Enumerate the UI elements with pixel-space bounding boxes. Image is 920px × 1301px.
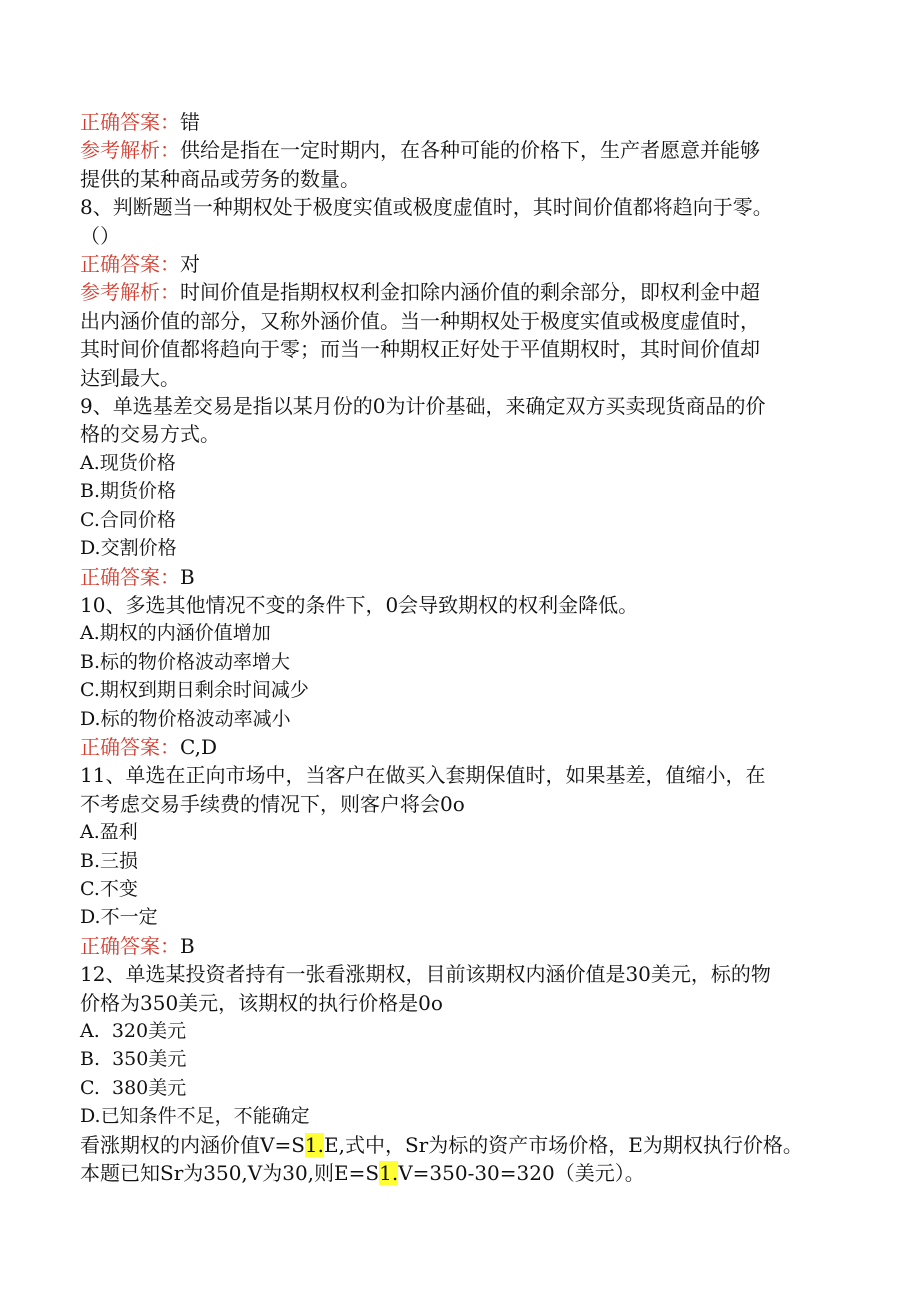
q10-stem: 10、多选其他情况不变的条件下，0会导致期权的权利金降低。 — [80, 592, 639, 617]
q12-explain-line-1 — [80, 1131, 840, 1159]
q7-analysis-line-1 — [80, 136, 840, 164]
q7-analysis-text-1: 供给是指在一定时期内，在各种可能的价格下，生产者愿意并能够 — [180, 138, 760, 163]
q11-option-c: C.不变 — [80, 877, 138, 900]
q12-stem-line-1: 12、单选某投资者持有一张看涨期权，目前该期权内涵价值是30美元，标的物 — [80, 962, 771, 987]
q12-option-c: C. 380美元 — [80, 1076, 187, 1099]
q8-answer-line — [80, 250, 840, 278]
q10-option-d: D.标的物价格波动率减小 — [80, 707, 291, 730]
q11-option-b: B.三损 — [80, 849, 139, 872]
q8-analysis-line-3: 其时间价值都将趋向于零；而当一种期权正好处于平值期权时，其时间价值却 — [80, 337, 760, 362]
q12-explain-2b: V=350-30=320（美元）。 — [398, 1161, 645, 1186]
q11-stem-line-1: 11、单选在正向市场中，当客户在做买入套期保值时，如果基差，值缩小，在 — [80, 763, 766, 788]
q8-analysis-line-4: 达到最大。 — [80, 365, 180, 390]
q8-stem-line-1: 8、判断题当一种期权处于极度实值或极度虚值时，其时间价值都将趋向于零。 — [80, 195, 773, 220]
q9-answer: B — [180, 564, 195, 589]
q10-option-c: C.期权到期日剩余时间减少 — [80, 679, 309, 702]
q12-explain-2a: 本题已知Sr为350,V为30,则E=S — [80, 1161, 380, 1186]
q8-analysis-text-1: 时间价值是指期权权利金扣除内涵价值的剩余部分，即权利金中超 — [180, 280, 760, 305]
q11-option-d: D.不一定 — [80, 906, 158, 929]
q9-option-b: B.期货价格 — [80, 480, 177, 503]
q11-answer: B — [180, 933, 195, 958]
q8-answer: 对 — [180, 252, 200, 277]
document-page — [80, 108, 840, 1187]
q12-explain-1b: E,式中，Sr为标的资产市场价格，E为期权执行价格。 — [324, 1132, 803, 1157]
q9-answer-line — [80, 563, 840, 591]
q8-analysis-line-1 — [80, 278, 840, 306]
answer-label: 正确答案： — [80, 110, 180, 134]
answer-label: 正确答案： — [80, 252, 180, 277]
q9-option-c: C.合同价格 — [80, 508, 176, 531]
q12-option-d: D.已知条件不足，不能确定 — [80, 1105, 310, 1128]
q11-answer-line — [80, 932, 840, 960]
q11-option-a: A.盈利 — [80, 821, 138, 844]
q10-answer: C,D — [180, 734, 217, 759]
analysis-label: 参考解析： — [80, 280, 180, 305]
answer-label: 正确答案： — [80, 734, 180, 759]
q9-stem-line-2: 格的交易方式。 — [80, 422, 220, 447]
q7-answer-line — [80, 108, 840, 136]
q12-explain-2-highlight: 1. — [379, 1161, 399, 1186]
q12-stem-line-2: 价格为350美元，该期权的执行价格是0o — [80, 990, 443, 1015]
q10-answer-line — [80, 733, 840, 761]
q9-stem-line-1: 9、单选基差交易是指以某月份的0为计价基础，来确定双方买卖现货商品的价 — [80, 394, 766, 419]
q7-answer: 错 — [180, 110, 200, 134]
answer-label: 正确答案： — [80, 564, 180, 589]
answer-label: 正确答案： — [80, 933, 180, 958]
q9-option-a: A.现货价格 — [80, 451, 176, 474]
q10-option-a: A.期权的内涵价值增加 — [80, 622, 271, 645]
q12-explain-line-2 — [80, 1159, 840, 1187]
q11-stem-line-2: 不考虑交易手续费的情况下，则客户将会0o — [80, 791, 465, 816]
q10-option-b: B.标的物价格波动率增大 — [80, 650, 291, 673]
q8-stem-line-2: （） — [80, 223, 120, 248]
analysis-label: 参考解析： — [80, 138, 180, 163]
q8-analysis-line-2: 出内涵价值的部分，又称外涵价值。当一种期权处于极度实值或极度虚值时， — [80, 308, 760, 333]
q12-explain-1-highlight: 1. — [304, 1132, 324, 1157]
q7-analysis-line-2: 提供的某种商品或劳务的数量。 — [80, 166, 360, 191]
q12-option-a: A. 320美元 — [80, 1020, 187, 1042]
q9-option-d: D.交割价格 — [80, 537, 177, 560]
q12-option-b: B. 350美元 — [80, 1048, 187, 1071]
q12-explain-1a: 看涨期权的内涵价值V=S — [80, 1132, 305, 1157]
